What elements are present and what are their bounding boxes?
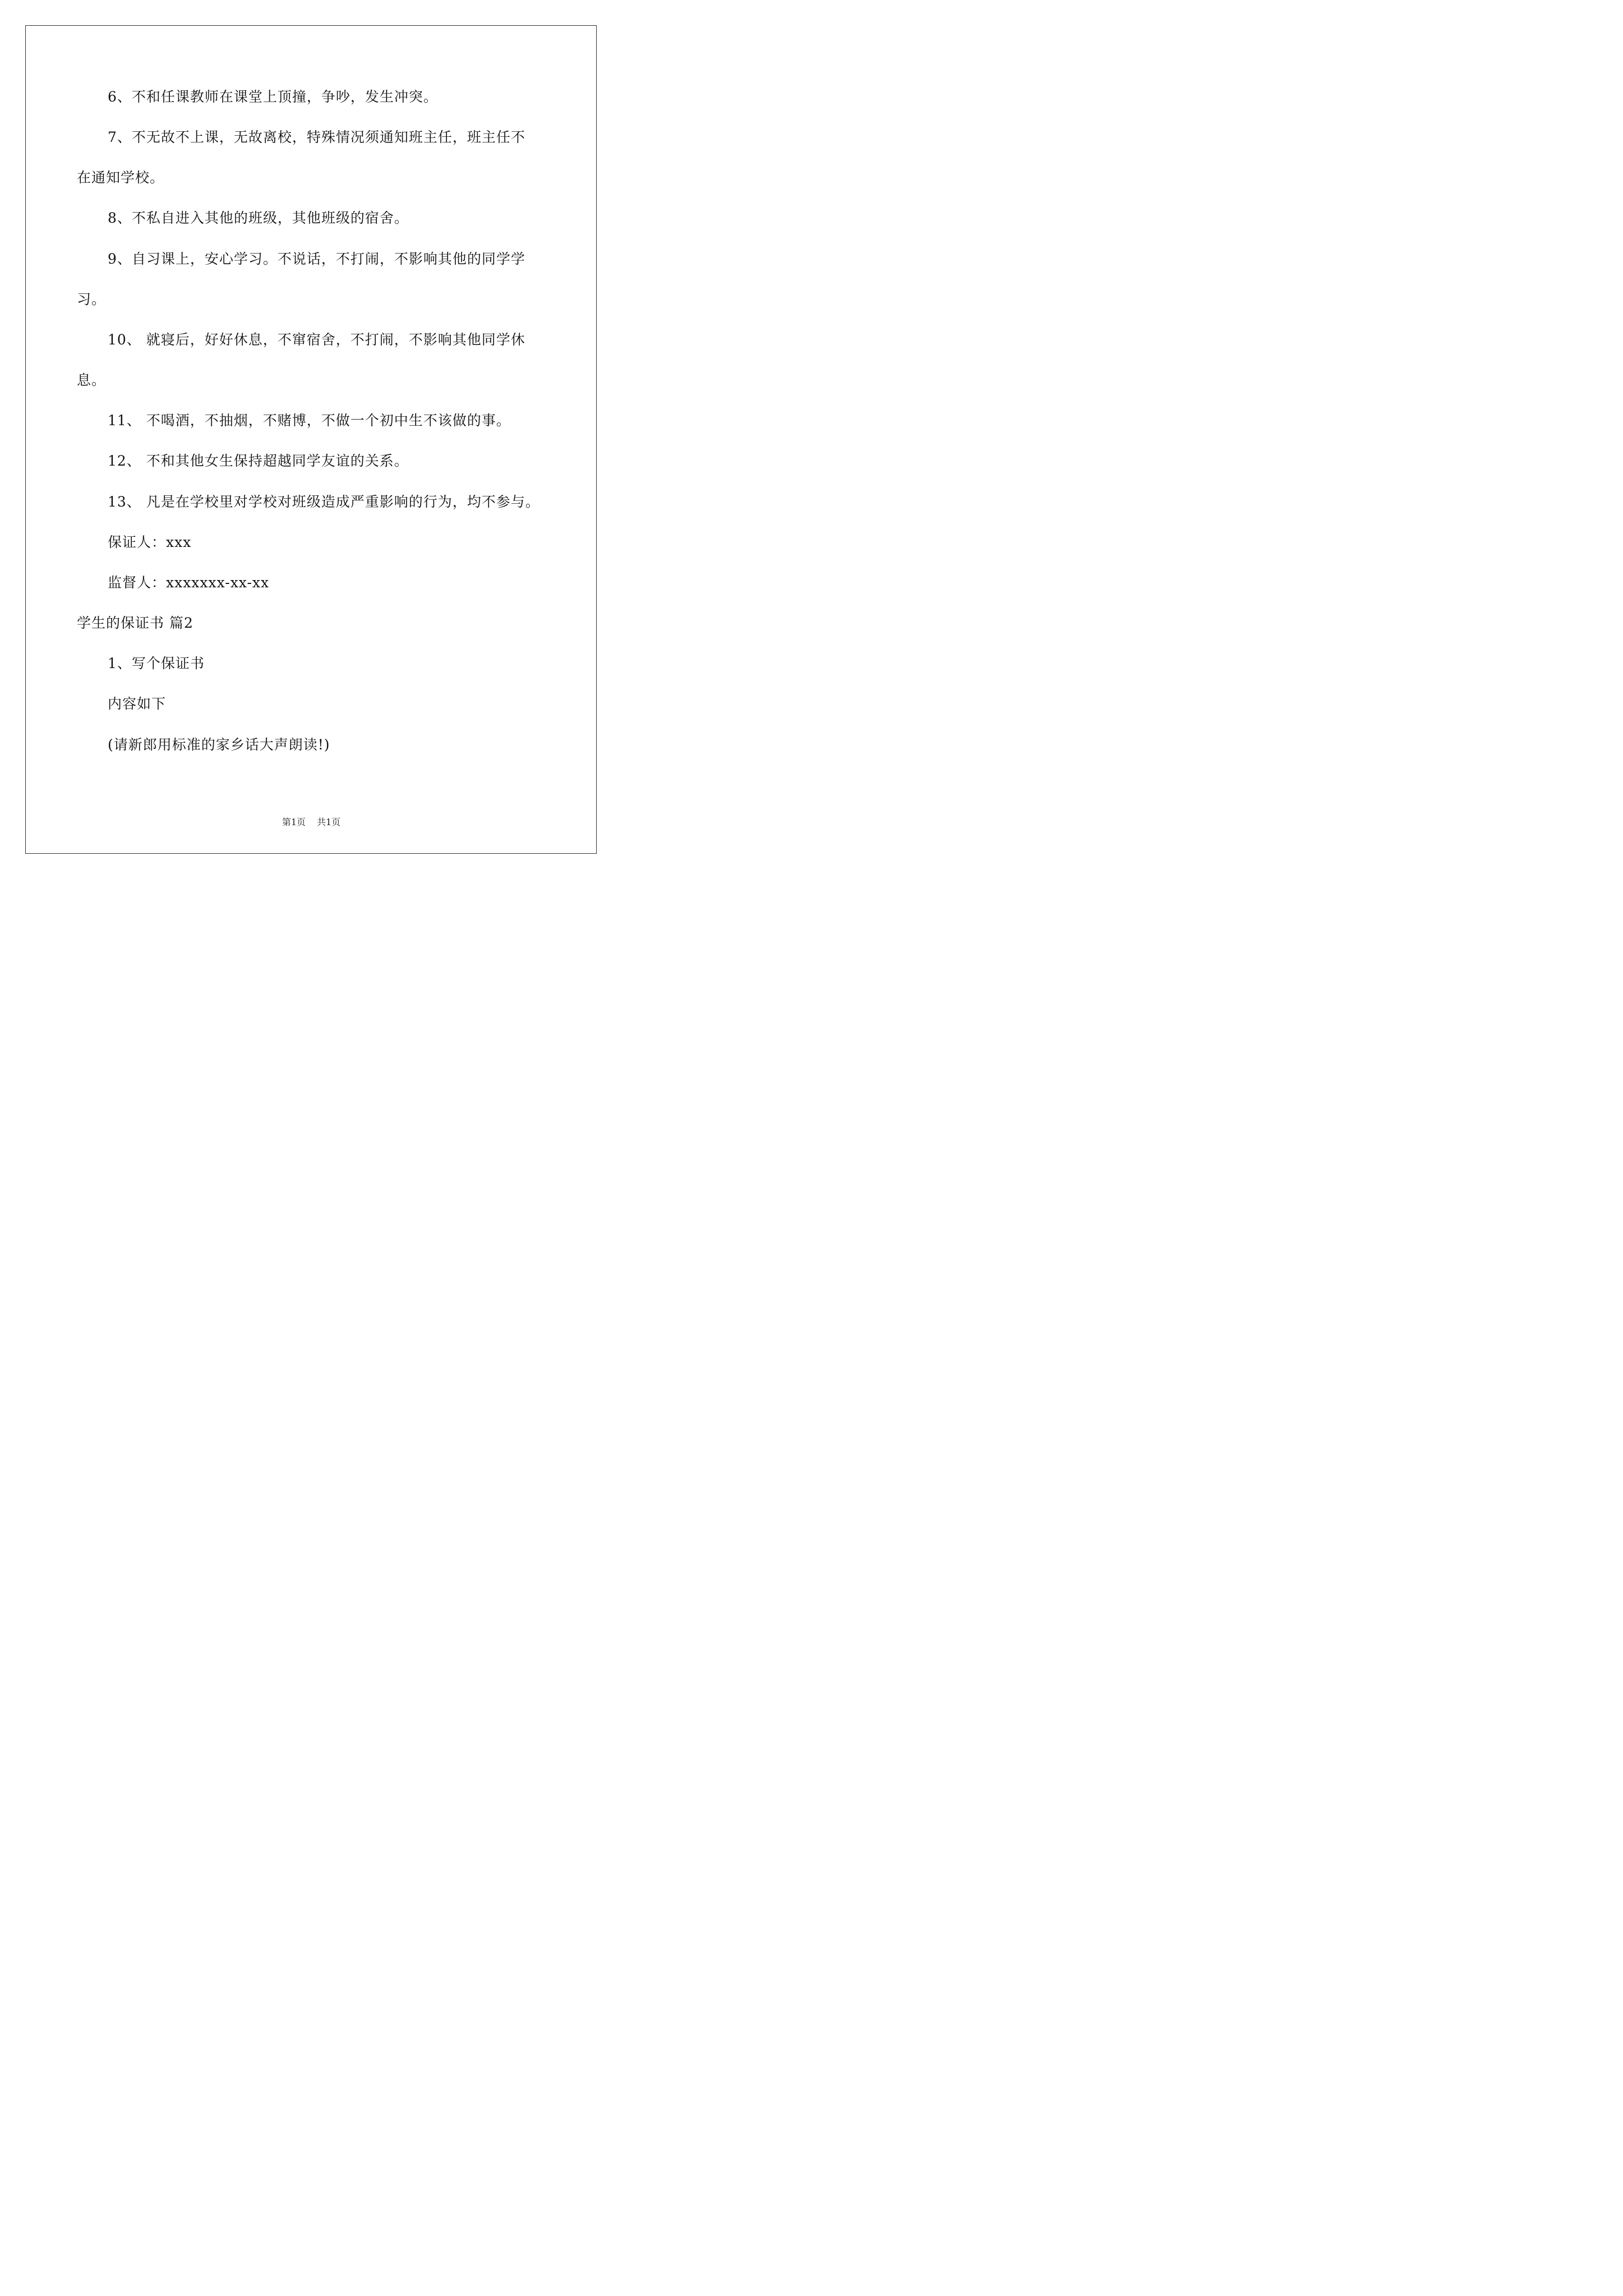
page-total: 共1页 bbox=[317, 817, 341, 827]
clause-13: 13、 凡是在学校里对学校对班级造成严重影响的行为，均不参与。 bbox=[108, 494, 540, 510]
reading-instruction: (请新郎用标准的家乡话大声朗读!) bbox=[108, 737, 330, 753]
supervisor-line: 监督人：xxxxxxx-xx-xx bbox=[108, 574, 270, 591]
clause-7-line-1: 7、不无故不上课，无故离校，特殊情况须通知班主任，班主任不 bbox=[108, 129, 525, 145]
clause-10-line-1: 10、 就寝后，好好休息，不窜宿舍，不打闹，不影响其他同学休 bbox=[108, 332, 525, 348]
guarantor-line: 保证人：xxx bbox=[108, 534, 192, 550]
clause-10-line-2: 息。 bbox=[77, 372, 107, 388]
clause-9-line-2: 习。 bbox=[77, 291, 107, 307]
page-border bbox=[25, 25, 597, 854]
page-footer bbox=[0, 817, 623, 828]
clause-7-line-2: 在通知学校。 bbox=[77, 169, 165, 186]
item-1: 1、写个保证书 bbox=[108, 655, 205, 671]
clause-12: 12、 不和其他女生保持超越同学友谊的关系。 bbox=[108, 453, 409, 469]
clause-9-line-1: 9、自习课上，安心学习。不说话，不打闹，不影响其他的同学学 bbox=[108, 251, 525, 267]
clause-6: 6、不和任课教师在课堂上顶撞，争吵，发生冲突。 bbox=[108, 89, 438, 105]
page-number: 第1页 bbox=[282, 817, 306, 827]
section-heading: 学生的保证书 篇2 bbox=[77, 615, 193, 631]
clause-8: 8、不私自进入其他的班级，其他班级的宿舍。 bbox=[108, 210, 409, 226]
content-intro: 内容如下 bbox=[108, 696, 167, 712]
clause-11: 11、 不喝酒，不抽烟，不赌博，不做一个初中生不该做的事。 bbox=[108, 412, 511, 429]
